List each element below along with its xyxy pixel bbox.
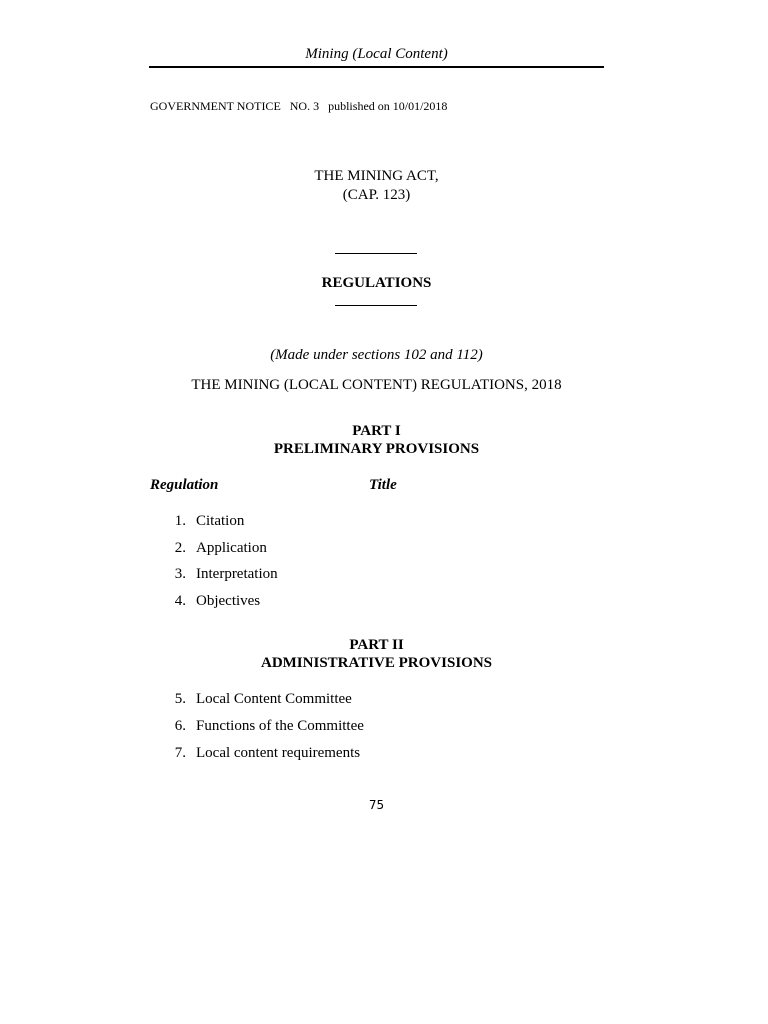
divider-bottom — [335, 305, 417, 306]
part-2-title: ADMINISTRATIVE PROVISIONS — [260, 655, 492, 671]
government-notice: GOVERNMENT NOTICE NO. 3 published on 10/01/2018 — [150, 99, 448, 113]
act-title: THE MINING ACT, — [314, 168, 439, 184]
toc-entry-title: Local Content Committee — [196, 691, 352, 707]
toc-entry-number: 4. — [174, 593, 186, 609]
toc-entry-title: Application — [196, 540, 267, 556]
toc-entry-title: Objectives — [196, 593, 261, 609]
part-1-title: PRELIMINARY PROVISIONS — [273, 441, 480, 457]
made-under-note: (Made under sections 102 and 112) — [270, 347, 483, 363]
part-1-label: PART I — [352, 423, 401, 439]
column-header-title: Title — [369, 477, 397, 493]
act-chapter: (CAP. 123) — [342, 187, 411, 203]
toc-entry-title: Local content requirements — [196, 745, 361, 761]
column-header-regulation: Regulation — [150, 477, 219, 493]
header-rule — [149, 66, 604, 68]
part-2-label: PART II — [349, 637, 404, 653]
toc-entry-title: Interpretation — [196, 566, 278, 582]
toc-entry-title: Citation — [196, 513, 245, 529]
toc-entry-number: 6. — [174, 718, 186, 734]
toc-entry-number: 3. — [174, 566, 186, 582]
regulations-heading: REGULATIONS — [321, 275, 432, 291]
toc-entry-number: 7. — [174, 745, 186, 761]
toc-entry-number: 1. — [174, 513, 186, 529]
toc-entry-number: 5. — [174, 691, 186, 707]
toc-entry-number: 2. — [174, 540, 186, 556]
page-number: 75 — [368, 798, 385, 812]
running-header: Mining (Local Content) — [305, 46, 448, 62]
regulations-name: THE MINING (LOCAL CONTENT) REGULATIONS, 2018 — [191, 377, 562, 393]
divider-top — [335, 253, 417, 254]
toc-entry-title: Functions of the Committee — [196, 718, 364, 734]
